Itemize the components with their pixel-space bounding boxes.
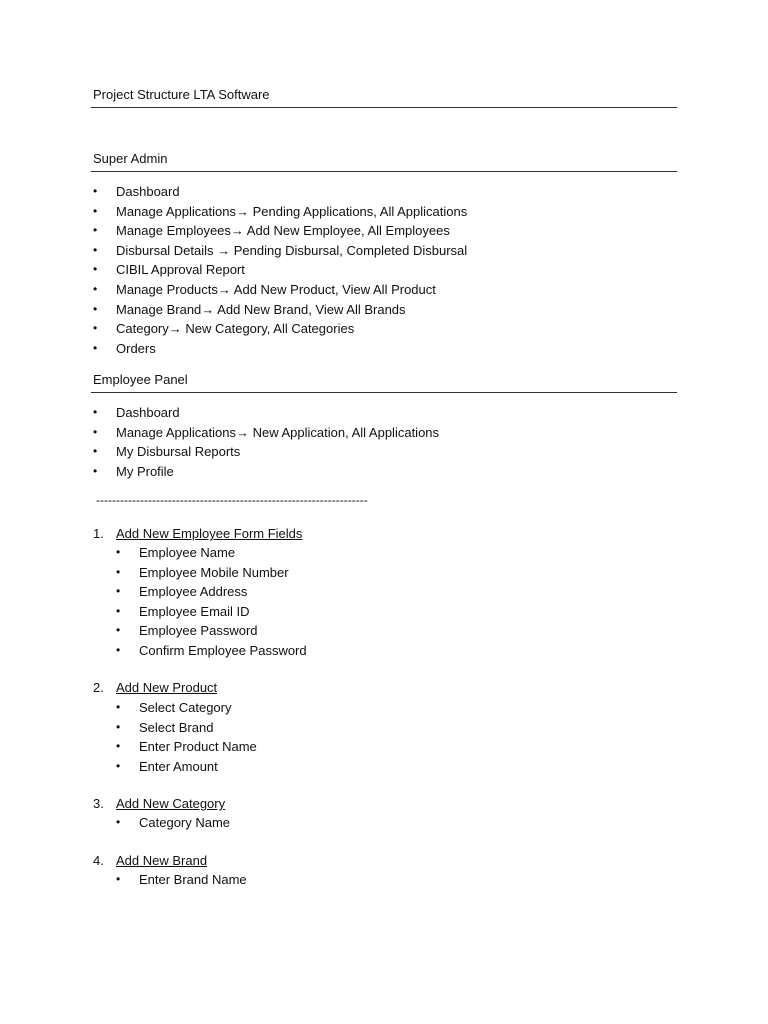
brand-form-fields-list	[116, 870, 616, 890]
list-item-text: Employee Address	[139, 584, 248, 600]
list-item-text: Select Category	[139, 700, 232, 715]
bullet: •	[93, 301, 98, 316]
bullet: •	[93, 223, 98, 238]
section-title: Add New Product	[116, 680, 218, 695]
list-item	[116, 757, 616, 777]
list-item-text: Category Name	[139, 815, 231, 830]
list-item	[116, 718, 616, 738]
employee-panel-heading: Employee Panel	[93, 372, 188, 387]
title-underline	[91, 107, 677, 108]
list-item-text: Confirm Employee Password	[139, 642, 307, 658]
list-item	[93, 260, 653, 280]
list-item	[116, 563, 616, 583]
list-item-text: My Disbursal Reports	[116, 444, 241, 460]
list-item-text: Manage Applications→ New Application, All Applications	[116, 424, 440, 440]
bullet: •	[93, 444, 98, 459]
list-item	[116, 870, 616, 890]
list-item	[93, 423, 653, 443]
super-admin-underline	[91, 171, 677, 172]
bullet: •	[93, 321, 98, 336]
bullet: •	[116, 700, 121, 714]
section-number: 1.	[93, 526, 104, 541]
list-item-text: Select Brand	[139, 719, 214, 735]
bullet: •	[93, 405, 98, 419]
list-item-text: Dashboard	[116, 405, 180, 420]
bullet: •	[93, 262, 98, 277]
bullet: •	[116, 545, 121, 559]
section-title: Add New Brand	[116, 853, 208, 868]
list-item-text: Manage Applications→ Pending Applications, All Applications	[116, 203, 468, 219]
bullet: •	[116, 758, 121, 773]
category-form-fields-list	[116, 813, 616, 833]
list-item-text: Dashboard	[116, 184, 180, 199]
bullet: •	[93, 203, 98, 218]
list-item-text: Category→ New Category, All Categories	[116, 321, 355, 337]
list-item	[116, 698, 616, 718]
list-item	[93, 319, 653, 339]
list-item	[116, 582, 616, 602]
bullet: •	[93, 463, 98, 478]
product-form-fields-list	[116, 698, 616, 776]
employee-form-fields-list	[116, 543, 616, 661]
bullet: •	[93, 340, 98, 355]
bullet: •	[116, 739, 121, 754]
bullet: •	[93, 242, 98, 257]
bullet: •	[116, 642, 121, 657]
list-item	[93, 300, 653, 320]
list-item	[116, 813, 616, 833]
list-item	[93, 202, 653, 222]
list-item-text: Enter Amount	[139, 758, 218, 774]
section-title: Add New Category	[116, 796, 226, 811]
list-item	[116, 641, 616, 661]
bullet: •	[116, 564, 121, 579]
list-item-text: Employee Email ID	[139, 603, 250, 619]
bullet: •	[116, 872, 121, 886]
section-title: Add New Employee Form Fields	[116, 526, 303, 541]
list-item	[93, 182, 653, 202]
dashed-divider: --------------------------------------------------------------------	[96, 493, 368, 507]
super-admin-list	[93, 182, 653, 358]
list-item	[116, 621, 616, 641]
list-item	[116, 737, 616, 757]
employee-panel-underline	[91, 392, 677, 393]
list-item	[93, 462, 653, 482]
bullet: •	[116, 603, 121, 618]
list-item	[93, 280, 653, 300]
section-number: 2.	[93, 680, 104, 695]
section-number: 3.	[93, 796, 104, 811]
list-item-text: Manage Products→ Add New Product, View All Product	[116, 281, 436, 297]
list-item	[93, 241, 653, 261]
list-item-text: Employee Password	[139, 623, 258, 639]
bullet: •	[93, 281, 98, 296]
employee-panel-list	[93, 403, 653, 481]
list-item	[116, 602, 616, 622]
list-item-text: Orders	[116, 340, 156, 356]
bullet: •	[93, 424, 98, 439]
list-item-text: Disbursal Details → Pending Disbursal, Completed Disbursal	[116, 242, 468, 258]
bullet: •	[116, 584, 121, 599]
list-item	[93, 339, 653, 359]
list-item-text: My Profile	[116, 463, 174, 479]
bullet: •	[116, 719, 121, 734]
bullet: •	[116, 815, 121, 829]
list-item-text: CIBIL Approval Report	[116, 262, 245, 278]
list-item	[116, 543, 616, 563]
list-item-text: Enter Product Name	[139, 739, 257, 755]
list-item	[93, 221, 653, 241]
list-item-text: Manage Brand→ Add New Brand, View All Brands	[116, 301, 406, 317]
section-number: 4.	[93, 853, 104, 868]
list-item-text: Employee Mobile Number	[139, 564, 289, 580]
list-item-text: Enter Brand Name	[139, 872, 247, 887]
list-item	[93, 442, 653, 462]
super-admin-heading: Super Admin	[93, 151, 168, 166]
document-title: Project Structure LTA Software	[93, 87, 270, 102]
list-item-text: Employee Name	[139, 545, 236, 560]
list-item	[93, 403, 653, 423]
bullet: •	[116, 623, 121, 638]
list-item-text: Manage Employees→ Add New Employee, All Employees	[116, 223, 450, 239]
bullet: •	[93, 184, 98, 198]
